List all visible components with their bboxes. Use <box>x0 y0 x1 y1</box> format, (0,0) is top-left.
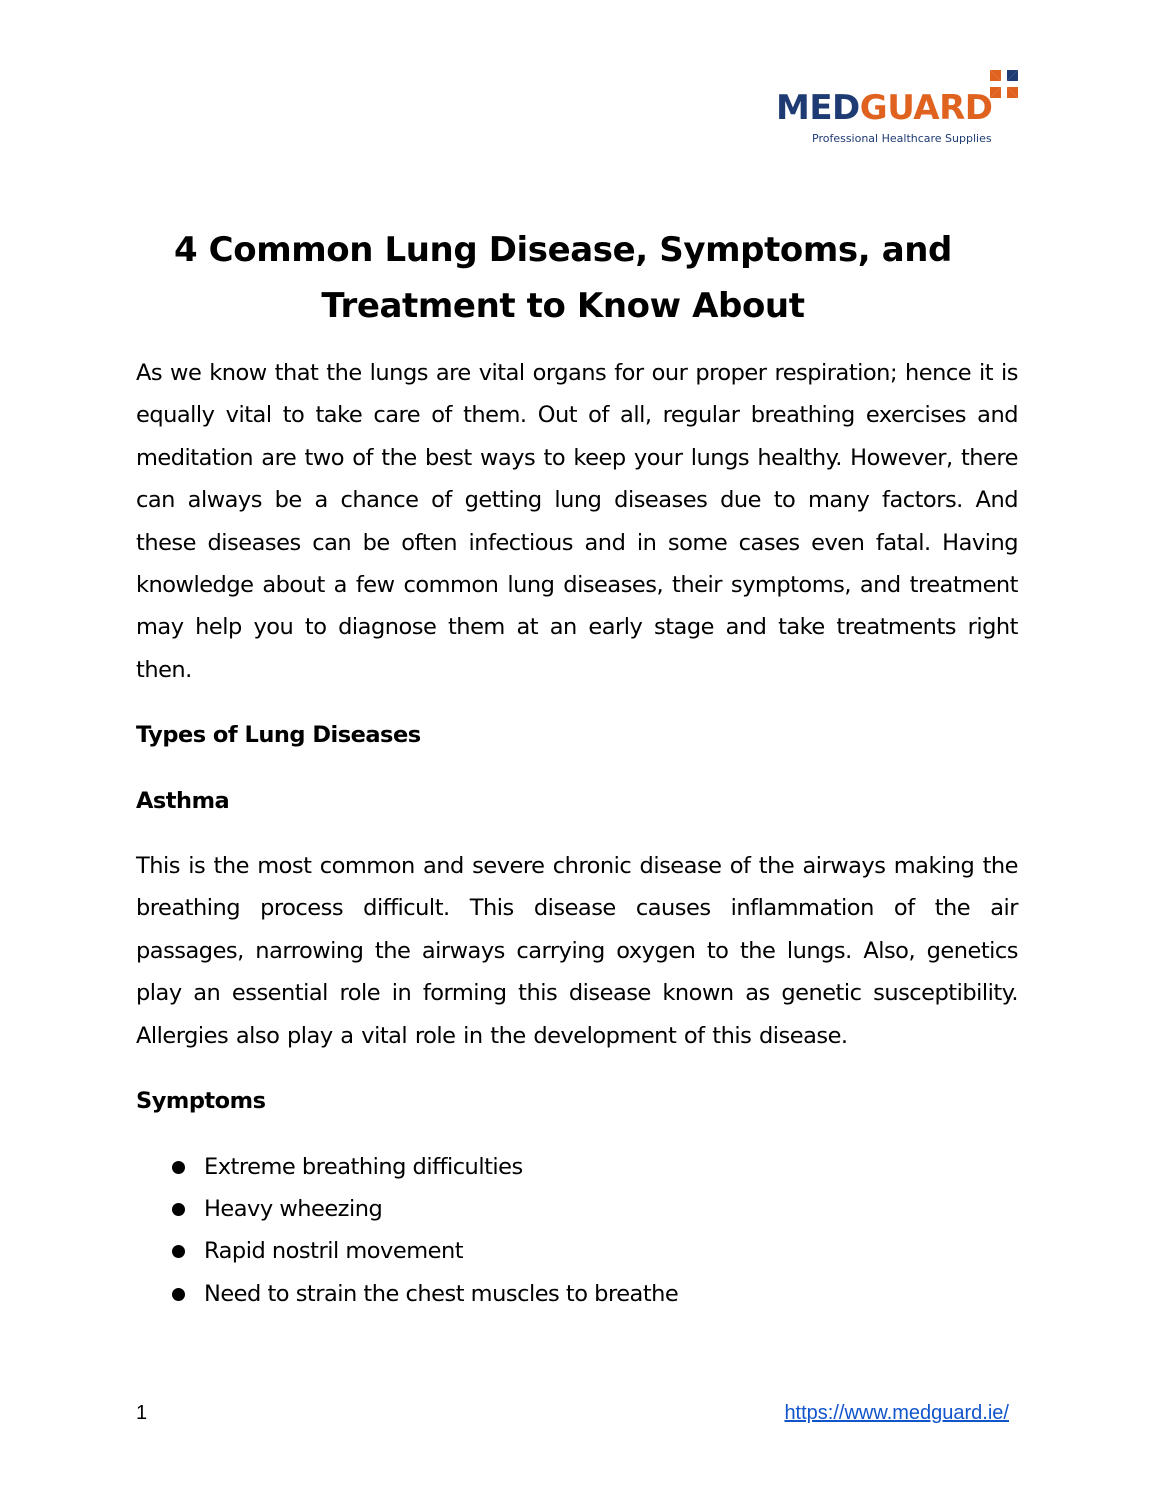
symptom-text: Need to strain the chest muscles to breathe <box>204 1280 679 1307</box>
disease-heading-asthma: Asthma <box>136 787 230 814</box>
symptoms-list <box>136 1146 1018 1316</box>
bullet-icon <box>172 1245 185 1258</box>
symptom-list-item <box>136 1273 1018 1315</box>
bullet-icon <box>172 1161 185 1174</box>
symptom-text: Extreme breathing difficulties <box>204 1153 523 1180</box>
page-number: 1 <box>136 1402 148 1424</box>
symptom-list-item <box>136 1188 1018 1230</box>
bullet-icon <box>172 1288 185 1301</box>
symptom-list-item <box>136 1230 1018 1272</box>
document-title: 4 Common Lung Disease, Symptoms, and Treatment to Know About <box>173 230 952 326</box>
section-heading-types: Types of Lung Diseases <box>136 722 421 749</box>
symptom-list-item <box>136 1146 1018 1188</box>
intro-paragraph: As we know that the lungs are vital organs for our proper respiration; hence it is equally vital to take care of them. Out of all, regular breathing exercises and meditation are two of the best ways to keep your lungs healthy. However, there can always be a chance of getting lung diseases due to many factors. And these diseases can be often infectious and in some cases even fatal. Having knowledge about a few common lung diseases, their symptoms, and treatment may help you to diagnose them at an early stage and take treatments right then. <box>136 360 1018 683</box>
bullet-icon <box>172 1203 185 1216</box>
medguard-cross-logo-icon <box>988 68 1020 100</box>
logo-tagline: Professional Healthcare Supplies <box>812 132 992 145</box>
asthma-paragraph: This is the most common and severe chronic disease of the airways making the breathing process difficult. This disease causes inflammation of the air passages, narrowing the airways carrying oxygen to the lungs. Also, genetics play an essential role in forming this disease known as genetic susceptibility. Allergies also play a vital role in the development of this disease. <box>136 853 1018 1049</box>
logo-wordmark-guard: GUARD <box>859 88 993 128</box>
document-body <box>136 352 1018 1315</box>
symptom-text: Heavy wheezing <box>204 1195 383 1222</box>
logo-wordmark <box>776 88 992 128</box>
symptom-text: Rapid nostril movement <box>204 1238 464 1265</box>
medguard-logo <box>776 68 1020 148</box>
logo-wordmark-med: MED <box>776 88 860 128</box>
website-link[interactable]: https://www.medguard.ie/ <box>784 1402 1009 1424</box>
symptoms-heading: Symptoms <box>136 1088 266 1115</box>
